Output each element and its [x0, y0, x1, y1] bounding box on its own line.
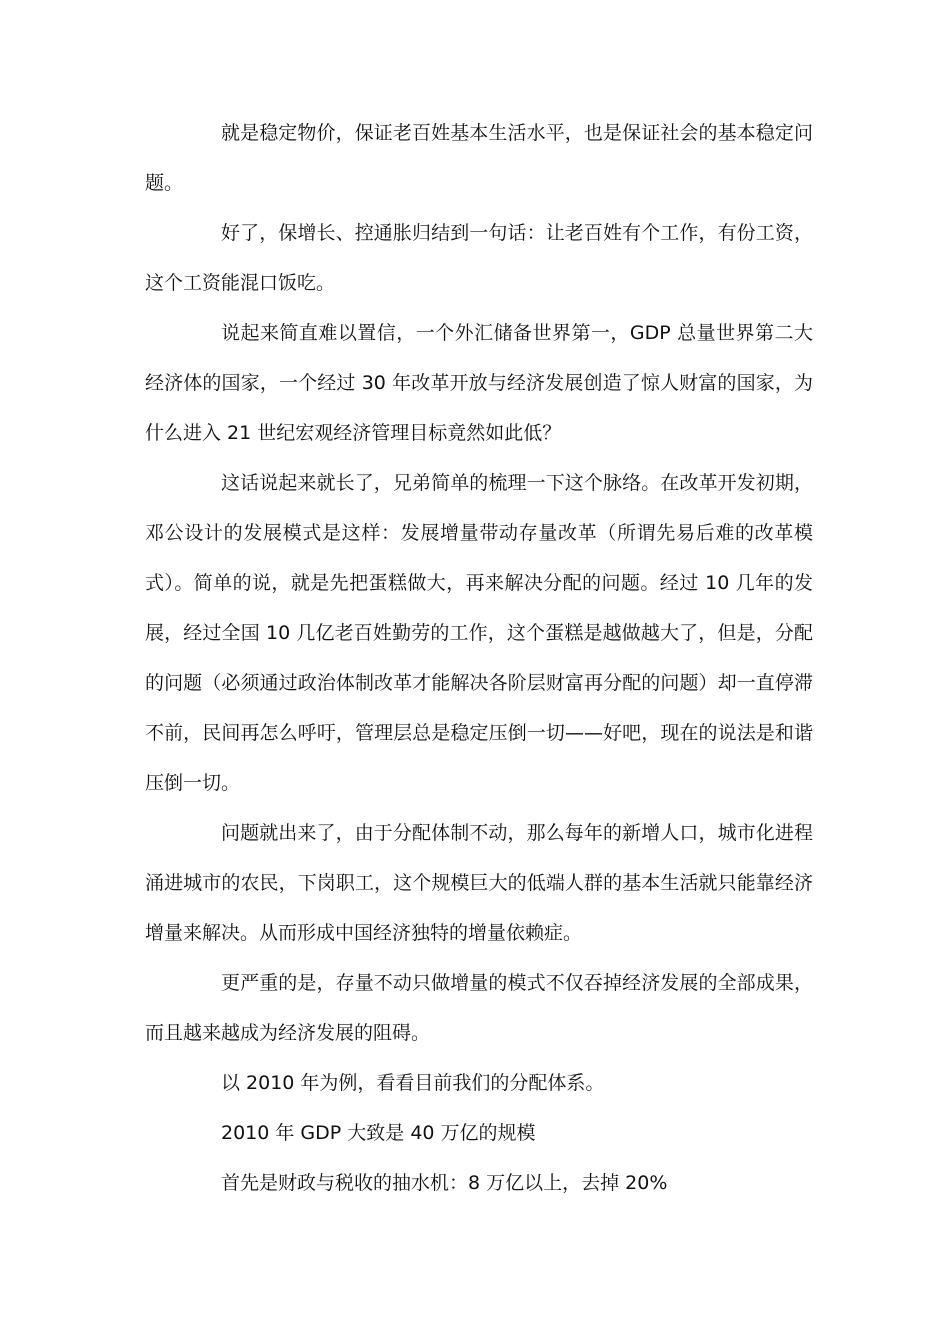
paragraph: 问题就出来了，由于分配体制不动，那么每年的新增人口，城市化进程涌进城市的农民，下岗职工，这个规模巨大的低端人群的基本生活就只能靠经济增量来解决。从而形成中国经济独特的增量依赖症。	[145, 822, 813, 944]
document-body	[145, 108, 813, 1208]
paragraph: 这话说起来就长了，兄弟简单的梳理一下这个脉络。在改革开发初期，邓公设计的发展模式是这样：发展增量带动存量改革（所谓先易后难的改革模式）。简单的说，就是先把蛋糕做大，再来解决分配的问题。经过 10 几年的发展，经过全国 10 几亿老百姓勤劳的工作，这个蛋糕是越做越大了，但是，分配的问题（必须通过政治体制改革才能解决各阶层财富再分配的问题）却一直停滞不前，民间再怎么呼吁，管理层总是稳定压倒一切——好吧，现在的说法是和谐压倒一切。	[145, 472, 813, 794]
paragraph: 好了，保增长、控通胀归结到一句话：让老百姓有个工作，有份工资，这个工资能混口饭吃。	[145, 222, 813, 294]
paragraph: 更严重的是，存量不动只做增量的模式不仅吞掉经济发展的全部成果，而且越来越成为经济发展的阻碍。	[145, 972, 813, 1044]
paragraph: 就是稳定物价，保证老百姓基本生活水平，也是保证社会的基本稳定问题。	[145, 122, 813, 194]
paragraph: 以 2010 年为例，看看目前我们的分配体系。	[221, 1072, 605, 1094]
paragraph: 首先是财政与税收的抽水机：8 万亿以上，去掉 20%	[221, 1172, 668, 1194]
paragraph: 说起来简直难以置信，一个外汇储备世界第一，GDP 总量世界第二大经济体的国家，一个经过 30 年改革开放与经济发展创造了惊人财富的国家，为什么进入 21 世纪宏观经济管理目标竟然如此低？	[145, 322, 813, 444]
paragraph: 2010 年 GDP 大致是 40 万亿的规模	[221, 1122, 536, 1144]
